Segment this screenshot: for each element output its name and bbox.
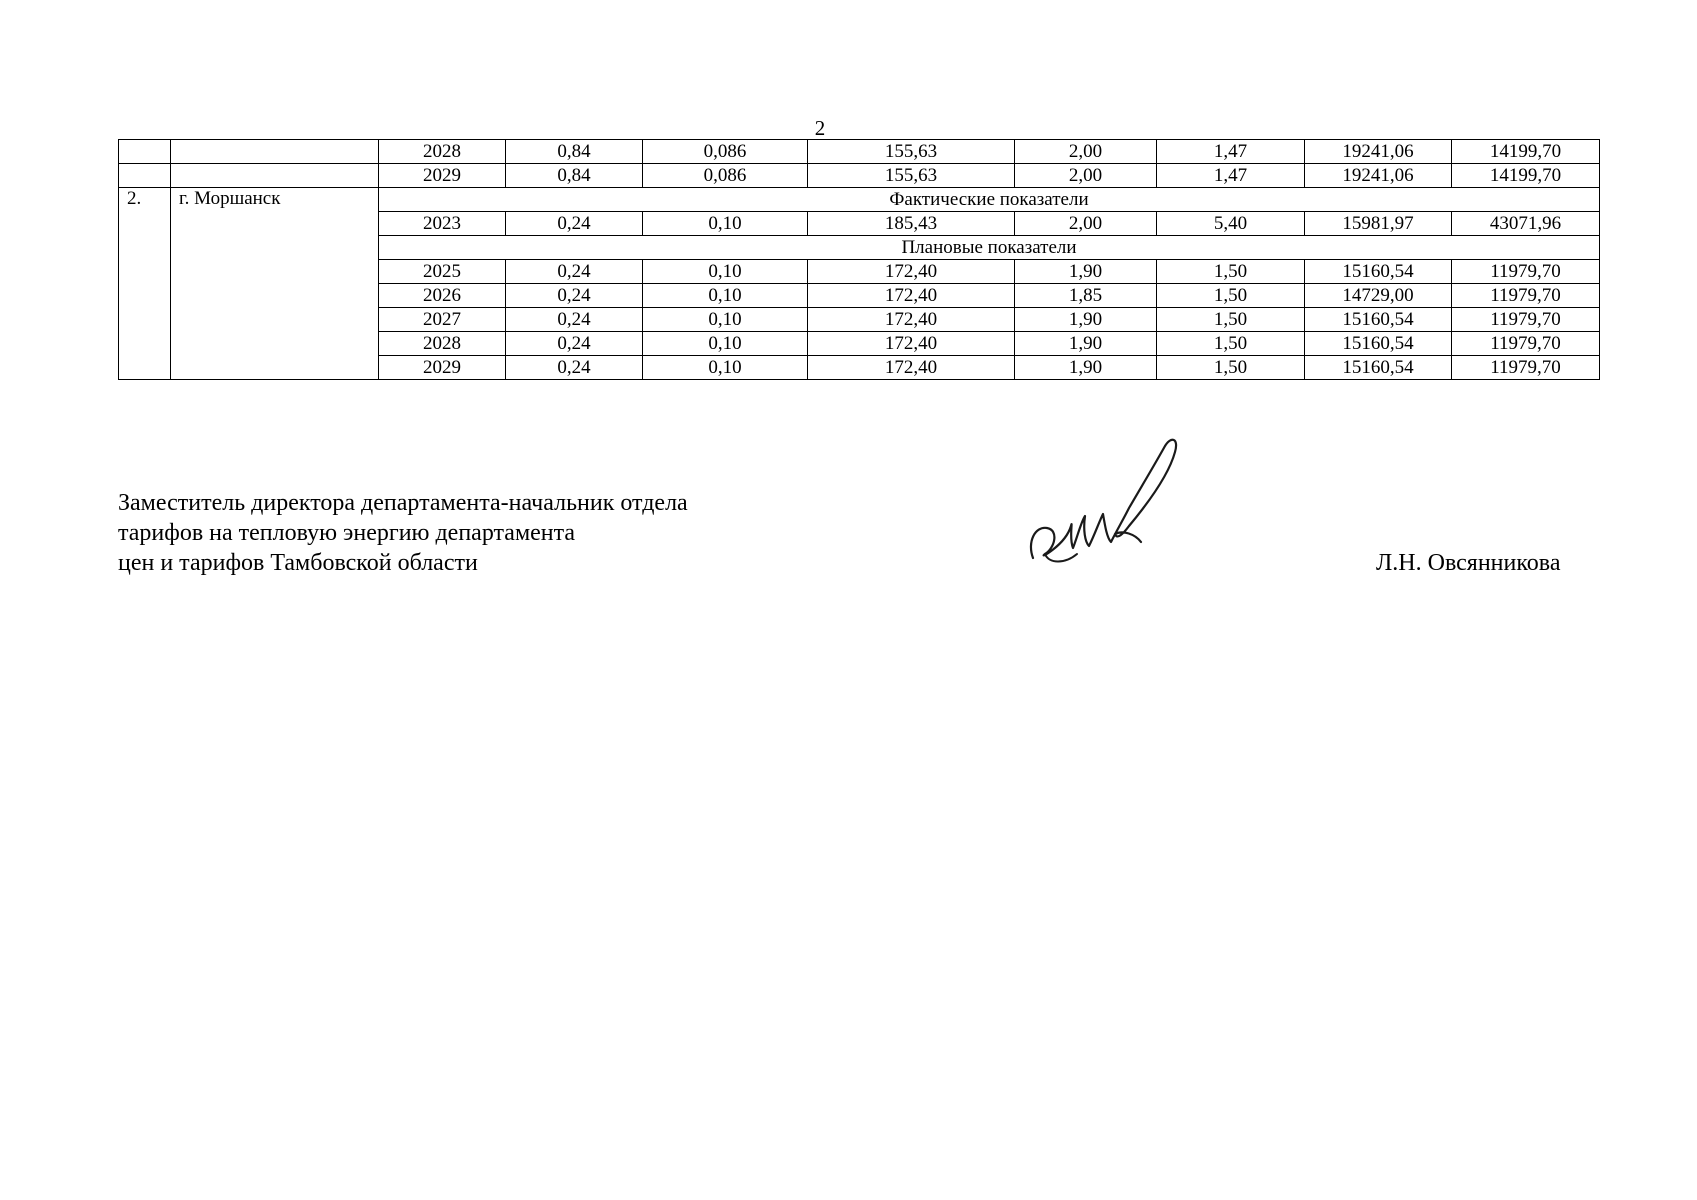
name-cell bbox=[171, 140, 379, 164]
signer-name: Л.Н. Овсянникова bbox=[1376, 550, 1561, 576]
table-row: 2025 0,24 0,10 172,40 1,90 1,50 15160,54 11979,70 bbox=[119, 260, 1600, 284]
signer-position-line: цен и тарифов Тамбовской области bbox=[118, 550, 478, 576]
table-row: 2023 0,24 0,10 185,43 2,00 5,40 15981,97 43071,96 bbox=[119, 212, 1600, 236]
year-cell: 2028 bbox=[379, 140, 506, 164]
number-cell bbox=[119, 164, 171, 188]
table-row: 2029 0,84 0,086 155,63 2,00 1,47 19241,06 14199,70 bbox=[119, 164, 1600, 188]
year-cell: 2025 bbox=[379, 260, 506, 284]
table-row: 2026 0,24 0,10 172,40 1,85 1,50 14729,00 11979,70 bbox=[119, 284, 1600, 308]
table-row: 2028 0,84 0,086 155,63 2,00 1,47 19241,06 14199,70 bbox=[119, 140, 1600, 164]
table-row bbox=[119, 188, 1600, 212]
signer-position-line: Заместитель директора департамента-начальник отдела bbox=[118, 490, 688, 516]
year-cell: 2029 bbox=[379, 356, 506, 380]
year-cell: 2029 bbox=[379, 164, 506, 188]
year-cell: 2027 bbox=[379, 308, 506, 332]
actual-section-header: Фактические показатели bbox=[379, 188, 1600, 212]
entity-number: 2. bbox=[119, 188, 171, 380]
page-number: 2 bbox=[814, 116, 826, 140]
table-row: 2029 0,24 0,10 172,40 1,90 1,50 15160,54 11979,70 bbox=[119, 356, 1600, 380]
table-row: 2028 0,24 0,10 172,40 1,90 1,50 15160,54 11979,70 bbox=[119, 332, 1600, 356]
signature-image bbox=[1025, 430, 1205, 590]
entity-name: г. Моршанск bbox=[171, 188, 379, 380]
year-cell: 2023 bbox=[379, 212, 506, 236]
year-cell: 2028 bbox=[379, 332, 506, 356]
indicators-table bbox=[118, 139, 1600, 380]
signer-position bbox=[118, 488, 688, 578]
year-cell: 2026 bbox=[379, 284, 506, 308]
planned-section-header: Плановые показатели bbox=[379, 236, 1600, 260]
signer-position-line: тарифов на тепловую энергию департамента bbox=[118, 520, 576, 546]
table-row: 2027 0,24 0,10 172,40 1,90 1,50 15160,54 11979,70 bbox=[119, 308, 1600, 332]
name-cell bbox=[171, 164, 379, 188]
number-cell bbox=[119, 140, 171, 164]
